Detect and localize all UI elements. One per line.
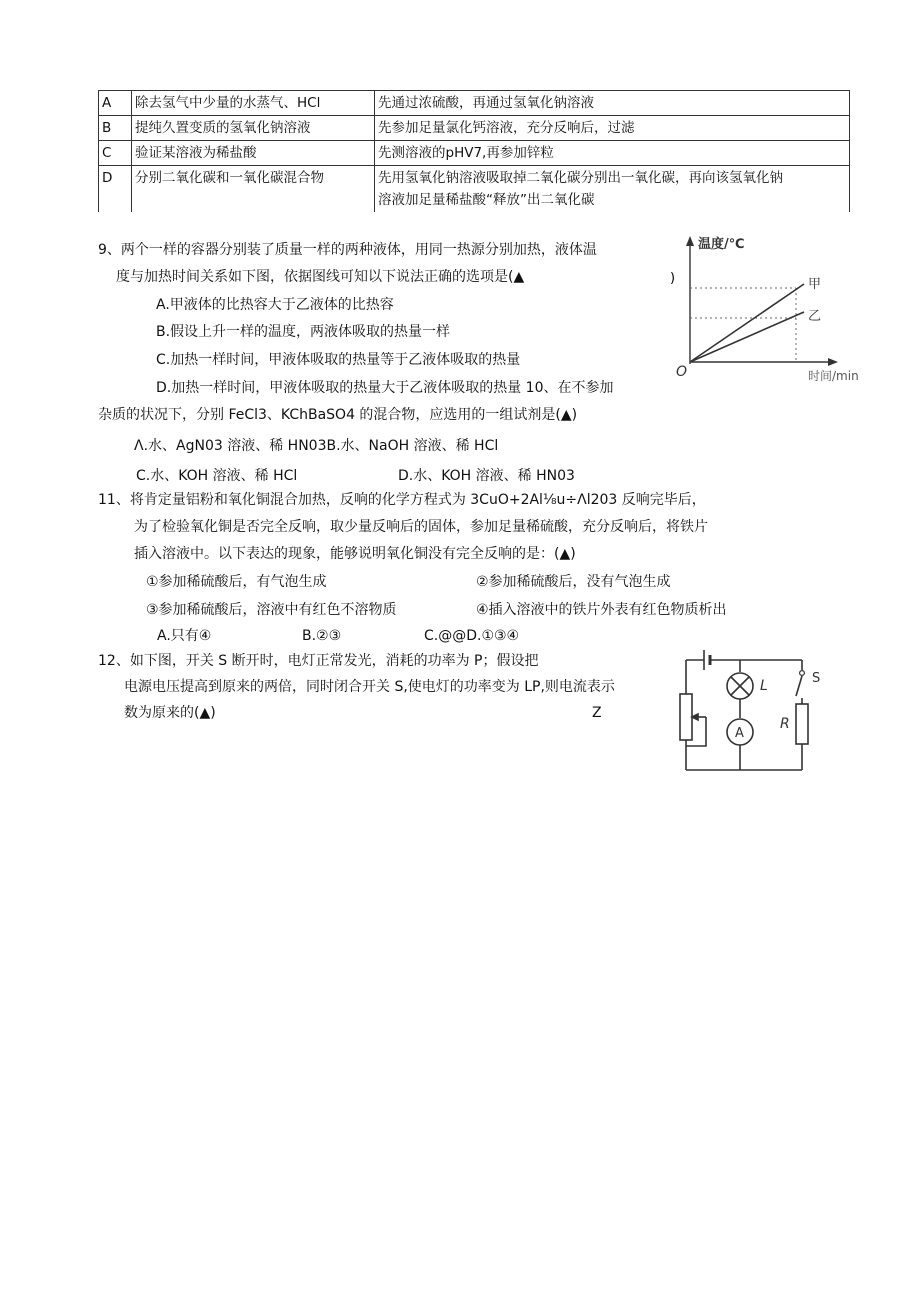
rheostat-arrow: [692, 714, 698, 720]
q11-option-cd: C.@@D.①③④: [424, 628, 520, 644]
row-item: 除去氢气中少量的水蒸气、HCl: [132, 91, 375, 116]
q9-option-d: D.加热一样时间，甲液体吸取的热量大于乙液体吸取的热量 10、在不参加: [156, 380, 614, 396]
q9-option-b: B.假设上升一样的温度，两液体吸取的热量一样: [156, 324, 451, 340]
q11-option-b: B.②③: [302, 628, 342, 644]
q10-option-c: C.水、KOH 溶液、稀 HCl: [136, 468, 298, 484]
table-row: [99, 166, 850, 213]
temperature-time-graph: [662, 232, 882, 382]
row-item: 分别二氧化碳和一氧化碳混合物: [132, 166, 375, 213]
rheostat: [680, 694, 692, 740]
row-letter: B: [99, 116, 132, 141]
table-row: [99, 116, 850, 141]
switch-blade: [796, 676, 802, 696]
row-letter: C: [99, 141, 132, 166]
row-letter: A: [99, 91, 132, 116]
row-item: 验证某溶液为稀盐酸: [132, 141, 375, 166]
stray-mark: Z: [592, 705, 602, 721]
q11-stem-line: 为了检验氧化铜是否完全反响，取少量反响后的固体，参加足量稀硫酸，充分反响后，将铁片: [134, 519, 708, 535]
q10-option-ab: Λ.水、AgN03 溶液、稀 HN03B.水、NaOH 溶液、稀 HCl: [134, 438, 499, 454]
series-a-label: 甲: [808, 277, 822, 292]
q10-option-d: D.水、KOH 溶液、稀 HN03: [398, 468, 575, 484]
q11-statement-3: ③参加稀硫酸后，溶液中有红色不溶物质: [146, 602, 397, 618]
table-row: [99, 91, 850, 116]
q11-stem-line: 插入溶液中。以下表达的现象，能够说明氧化铜没有完全反响的是：(▲): [134, 546, 576, 562]
lamp-label: L: [760, 678, 768, 694]
row-method: 先参加足量氯化钙溶液，充分反响后，过滤: [375, 116, 850, 141]
q11-statement-4: ④插入溶液中的铁片外表有红色物质析出: [476, 602, 727, 618]
q11-option-a: A.只有④: [157, 628, 212, 644]
table-row: [99, 141, 850, 166]
q9-option-a: A.甲液体的比热容大于乙液体的比热容: [156, 297, 394, 313]
row-method-line: 溶液加足量稀盐酸“释放”出二氧化碳: [378, 192, 595, 208]
row-method: [375, 166, 850, 213]
row-method: 先测溶液的pHV7,再参加锌粒: [375, 141, 850, 166]
row-letter: D: [99, 166, 132, 213]
options-table: [98, 90, 850, 212]
switch-contact: [800, 671, 805, 676]
q9-stem-line: 9、两个一样的容器分别装了质量一样的两种液体，用同一热源分别加热，液体温: [98, 242, 597, 258]
resistor: [796, 704, 808, 744]
row-method-line: 先用氢氧化钠溶液吸取掉二氧化碳分别出一氧化碳，再向该氢氧化钠: [378, 170, 783, 186]
row-method: 先通过浓硫酸，再通过氢氧化钠溶液: [375, 91, 850, 116]
ammeter-label: A: [735, 726, 744, 741]
graph-paren: ): [670, 271, 676, 286]
q9-option-c: C.加热一样时间，甲液体吸取的热量等于乙液体吸取的热量: [156, 352, 521, 368]
q11-statement-2: ②参加稀硫酸后，没有气泡生成: [476, 574, 671, 590]
q12-stem-line: 电源电压提高到原来的两倍，同时闭合开关 S,使电灯的功率变为 LP,则电流表示: [124, 679, 615, 695]
series-b-label: 乙: [808, 309, 822, 324]
circuit-diagram: [672, 642, 828, 778]
q11-statement-1: ①参加稀硫酸后，有气泡生成: [146, 574, 327, 590]
switch-label: S: [812, 671, 821, 686]
origin-label: O: [676, 364, 688, 380]
resistor-label: R: [780, 716, 790, 732]
q12-stem-line: 12、如下图，开关 S 断开时，电灯正常发光，消耗的功率为 P；假设把: [98, 653, 539, 669]
q12-stem-line: 数为原来的(▲): [124, 705, 216, 721]
y-axis-label: 温度/℃: [698, 237, 745, 252]
q11-stem-line: 11、将肯定量铝粉和氧化铜混合加热，反响的化学方程式为 3CuO+2Al⅛u÷Λl203 反响完毕后，: [98, 492, 706, 508]
q10-stem-line: 杂质的状况下，分别 FeCl3、KChBaSO4 的混合物，应选用的一组试剂是(▲): [98, 407, 578, 423]
x-axis-label: 时间/min: [808, 369, 859, 382]
row-item: 提纯久置变质的氢氧化钠溶液: [132, 116, 375, 141]
q9-stem-line: 度与加热时间关系如下图，依据图线可知以下说法正确的选项是(▲: [116, 269, 525, 285]
